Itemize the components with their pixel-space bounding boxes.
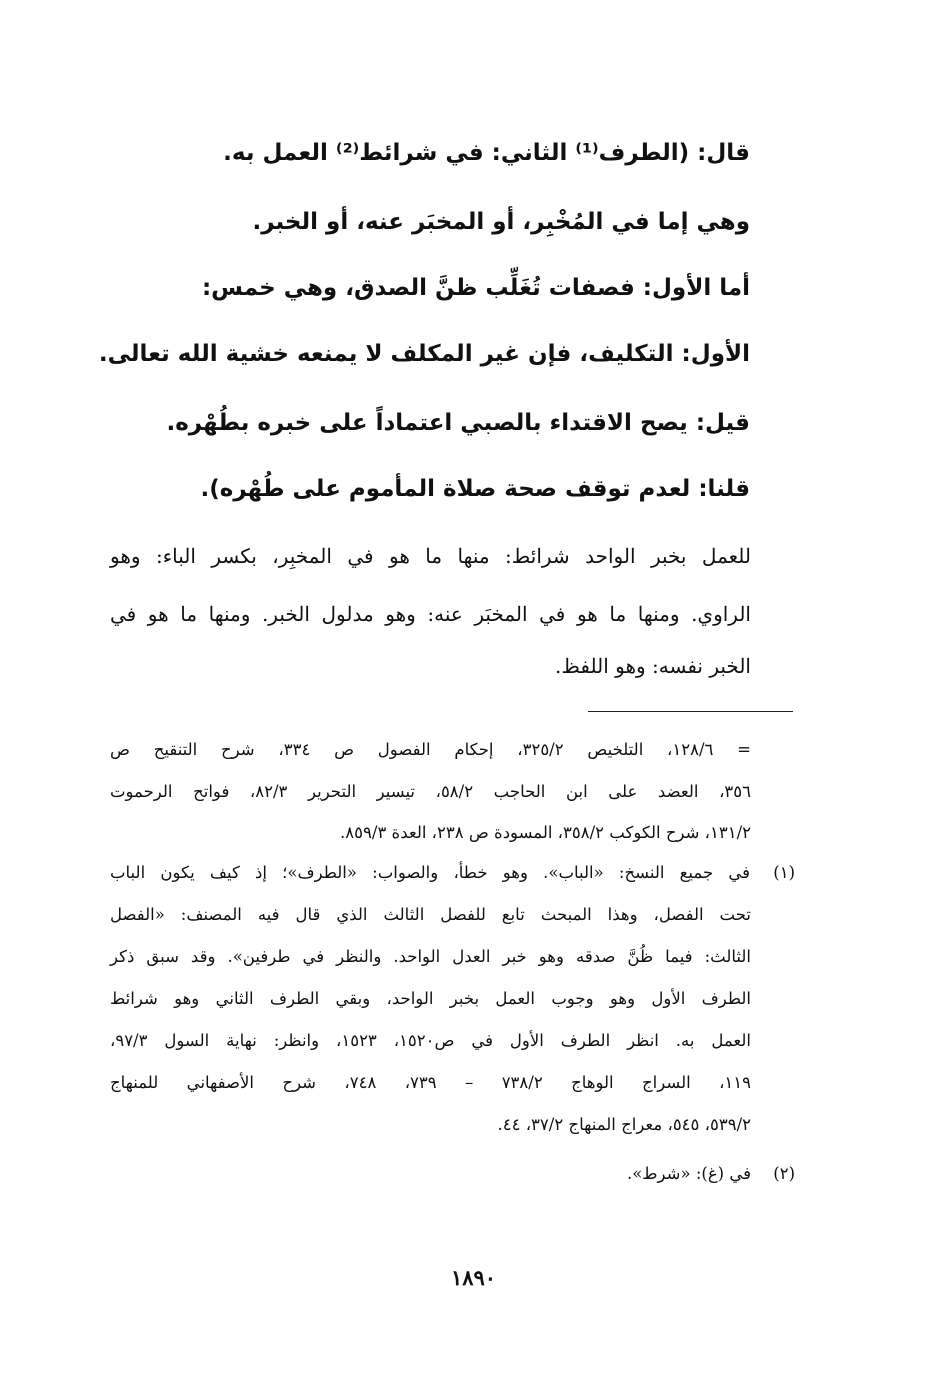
footnote-line: الطرف الأول وهو وجوب العمل بخبر الواحد، وبقي الطرف الثاني وهو شرائط: [110, 989, 751, 1008]
main-text-line: أما الأول: فصفات تُغَلِّب ظنَّ الصدق، وهي خمس:: [201, 275, 750, 301]
footnote-line: ١١٩، السراج الوهاج ٧٣٨/٢ – ٧٣٩، ٧٤٨، شرح الأصفهاني للمنهاج: [110, 1073, 751, 1092]
footnote-line: في (غ): «شرط».: [626, 1164, 751, 1183]
footnote-marker: (٢): [773, 1164, 795, 1183]
commentary-line: الراوي. ومنها ما هو في المخبَر عنه: وهو مدلول الخبر. ومنها ما هو في: [110, 602, 751, 626]
footnote-line: الثالث: فيما ظُنَّ صدقه وهو خبر العدل الواحد. والنظر في طرفين». وقد سبق ذكر: [110, 947, 751, 966]
footnote-line: العمل به. انظر الطرف الأول في ص١٥٢٠، ١٥٢٣، وانظر: نهاية السول ٩٧/٣،: [110, 1031, 752, 1050]
footnote-line: تحت الفصل، وهذا المبحث تابع للفصل الثالث الذي قال فيه المصنف: «الفصل: [110, 905, 751, 924]
footnote-line: ٥٣٩/٢، ٥٤٥، معراج المنهاج ٣٧/٢، ٤٤.: [497, 1115, 751, 1134]
footnote-continuation-line: ٣٥٦، العضد على ابن الحاجب ٥٨/٢، تيسير التحرير ٨٢/٣، فواتح الرحموت: [110, 782, 751, 801]
main-text-line: قيل: يصح الاقتداء بالصبي اعتماداً على خبره بطُهْره.: [166, 410, 750, 436]
commentary-line: الخبر نفسه: وهو اللفظ.: [555, 654, 751, 678]
main-text-line: وهي إما في المُخْبِر، أو المخبَر عنه، أو الخبر.: [252, 209, 750, 235]
main-text-line: الأول: التكليف، فإن غير المكلف لا يمنعه خشية الله تعالى.: [98, 341, 750, 367]
footnote-marker: (١): [773, 863, 795, 882]
footnote-line: في جميع النسخ: «الباب». وهو خطأ، والصواب: «الطرف»؛ إذ كيف يكون الباب: [110, 863, 750, 882]
main-text-line: قلنا: لعدم توقف صحة صلاة المأموم على طُهْره).: [200, 476, 750, 502]
footnote-continuation-line: ١٣١/٢، شرح الكوكب ٣٥٨/٢، المسودة ص ٢٣٨، العدة ٨٥٩/٣.: [340, 823, 751, 842]
main-text-line: قال: (الطرف⁽¹⁾ الثاني: في شرائط⁽²⁾ العمل به.: [223, 140, 750, 166]
commentary-line: للعمل بخبر الواحد شرائط: منها ما هو في المخبِر، بكسر الباء: وهو: [110, 544, 751, 568]
page-number: ١٨٩٠: [450, 1265, 497, 1290]
footnote-continuation-line: = ١٢٨/٦، التلخيص ٣٢٥/٢، إحكام الفصول ص ٣٣٤، شرح التنقيح ص: [110, 740, 751, 759]
footnote-separator: [588, 711, 793, 712]
